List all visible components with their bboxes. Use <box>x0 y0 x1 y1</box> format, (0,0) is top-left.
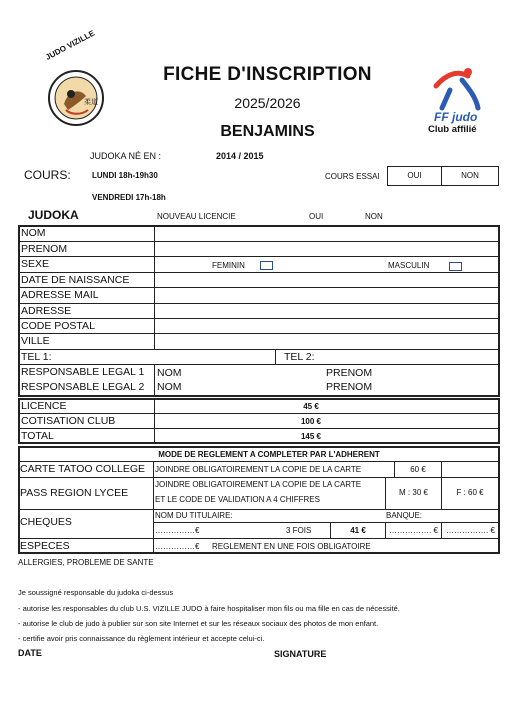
field-nom: NOM <box>21 227 46 239</box>
signature-label: SIGNATURE <box>274 649 327 659</box>
cheques-amount-blank[interactable]: ……………€ <box>155 526 200 535</box>
trial-yes[interactable]: OUI <box>407 171 422 180</box>
new-licensee-no[interactable]: NON <box>365 212 383 221</box>
fee-licence-label: LICENCE <box>21 400 67 412</box>
field-sexe: SEXE <box>21 258 50 270</box>
payment-heading: MODE DE REGLEMENT A COMPLETER PAR L'ADHERENT <box>158 450 380 459</box>
legal1-label: RESPONSABLE LEGAL 1 <box>21 366 145 378</box>
course-slot-2: VENDREDI 17h-18h <box>92 193 166 202</box>
field-adresse: ADRESSE <box>21 305 72 317</box>
cash-blank[interactable]: ……………€ <box>155 542 200 551</box>
judoka-heading: JUDOKA <box>28 208 79 222</box>
consent-line-2: - autorise le club de judo à publier sur son site Internet et sur les réseaux sociaux des photos de mon enfant. <box>18 619 379 628</box>
ffjudo-logo <box>424 60 496 138</box>
cash-text: REGLEMENT EN UNE FOIS OBLIGATOIRE <box>212 542 371 551</box>
pass-label: PASS REGION LYCEE <box>20 487 129 499</box>
tatoo-label: CARTE TATOO COLLEGE <box>20 463 146 475</box>
pass-m-amount: M : 30 € <box>399 488 428 497</box>
legal2-prenom: PRENOM <box>326 381 373 393</box>
cheques-holder: NOM DU TITULAIRE: <box>155 511 233 520</box>
new-licensee-label: NOUVEAU LICENCIE <box>157 212 236 221</box>
judo-vizille-logo-icon <box>40 60 112 132</box>
field-adresse-mail: ADRESSE MAIL <box>21 289 99 301</box>
tel2-label: TEL 2: <box>284 351 315 363</box>
courses-label: COURS: <box>24 168 71 182</box>
legal2-label: RESPONSABLE LEGAL 2 <box>21 381 145 393</box>
field-code-postal: CODE POSTAL <box>21 320 95 332</box>
fee-cotisation-label: COTISATION CLUB <box>21 415 116 427</box>
fee-total-label: TOTAL <box>21 430 54 442</box>
pass-text-1: JOINDRE OBLIGATOIREMENT LA COPIE DE LA CARTE <box>155 480 362 489</box>
tatoo-text: JOINDRE OBLIGATOIREMENT LA COPIE DE LA CARTE <box>155 465 362 474</box>
course-slot-1: LUNDI 18h-19h30 <box>92 171 158 180</box>
cheques-label: CHEQUES <box>20 516 72 528</box>
fee-total-amount: 145 € <box>300 432 322 441</box>
season: 2025/2026 <box>234 95 301 111</box>
consent-line-1: - autorise les responsables du club U.S. VIZILLE JUDO à faire hospitaliser mon fils ou ma fille en cas de nécessité. <box>18 604 400 613</box>
female-checkbox[interactable] <box>260 261 273 270</box>
page-title: FICHE D'INSCRIPTION <box>163 64 372 85</box>
category: BENJAMINS <box>220 123 315 140</box>
club-logo-text: JUDO VIZILLE <box>44 28 97 62</box>
birth-label: JUDOKA NÉ EN : <box>90 151 162 161</box>
cheques-three-amount: 41 € <box>350 526 366 535</box>
pass-f-amount: F : 60 € <box>456 488 484 497</box>
cheques-bank: BANQUE: <box>386 511 423 520</box>
birth-years: 2014 / 2015 <box>216 151 264 161</box>
consent-line-3: - certifie avoir pris connaissance du règlement intérieur et accepte celui-ci. <box>18 634 265 643</box>
consent-intro: Je soussigné responsable du judoka ci-dessus <box>18 588 174 597</box>
trial-no[interactable]: NON <box>461 171 479 180</box>
fee-cotisation-amount: 100 € <box>300 417 322 426</box>
cheques-blank-3[interactable]: ……………. € <box>446 526 495 535</box>
tatoo-amount: 60 € <box>410 465 426 474</box>
male-label: MASCULIN <box>388 261 430 270</box>
cash-label: ESPECES <box>20 540 70 552</box>
legal2-nom: NOM <box>157 381 182 393</box>
cheques-three-times: 3 FOIS <box>286 526 312 535</box>
legal1-nom: NOM <box>157 367 182 379</box>
allergies-label: ALLERGIES, PROBLEME DE SANTE <box>18 558 154 567</box>
fee-licence-amount: 45 € <box>303 402 319 411</box>
new-licensee-yes[interactable]: OUI <box>309 212 324 221</box>
tel1-label: TEL 1: <box>21 351 52 363</box>
cheques-blank-2[interactable]: ……………. € <box>389 526 438 535</box>
female-label: FEMININ <box>212 261 245 270</box>
field-date-naissance: DATE DE NAISSANCE <box>21 274 130 286</box>
field-prenom: PRENOM <box>21 243 68 255</box>
field-ville: VILLE <box>21 335 50 347</box>
trial-label: COURS ESSAI <box>325 172 380 181</box>
male-checkbox[interactable] <box>449 262 462 271</box>
legal1-prenom: PRENOM <box>326 367 373 379</box>
pass-text-2: ET LE CODE DE VALIDATION A 4 CHIFFRES <box>155 495 320 504</box>
ffjudo-caption: Club affilié <box>428 124 477 135</box>
ffjudo-brand: FF judo <box>434 110 478 124</box>
ffjudo-figure-icon <box>428 60 490 114</box>
date-label: DATE <box>18 648 42 658</box>
club-logo <box>40 28 112 132</box>
svg-text:柔道: 柔道 <box>84 98 98 106</box>
